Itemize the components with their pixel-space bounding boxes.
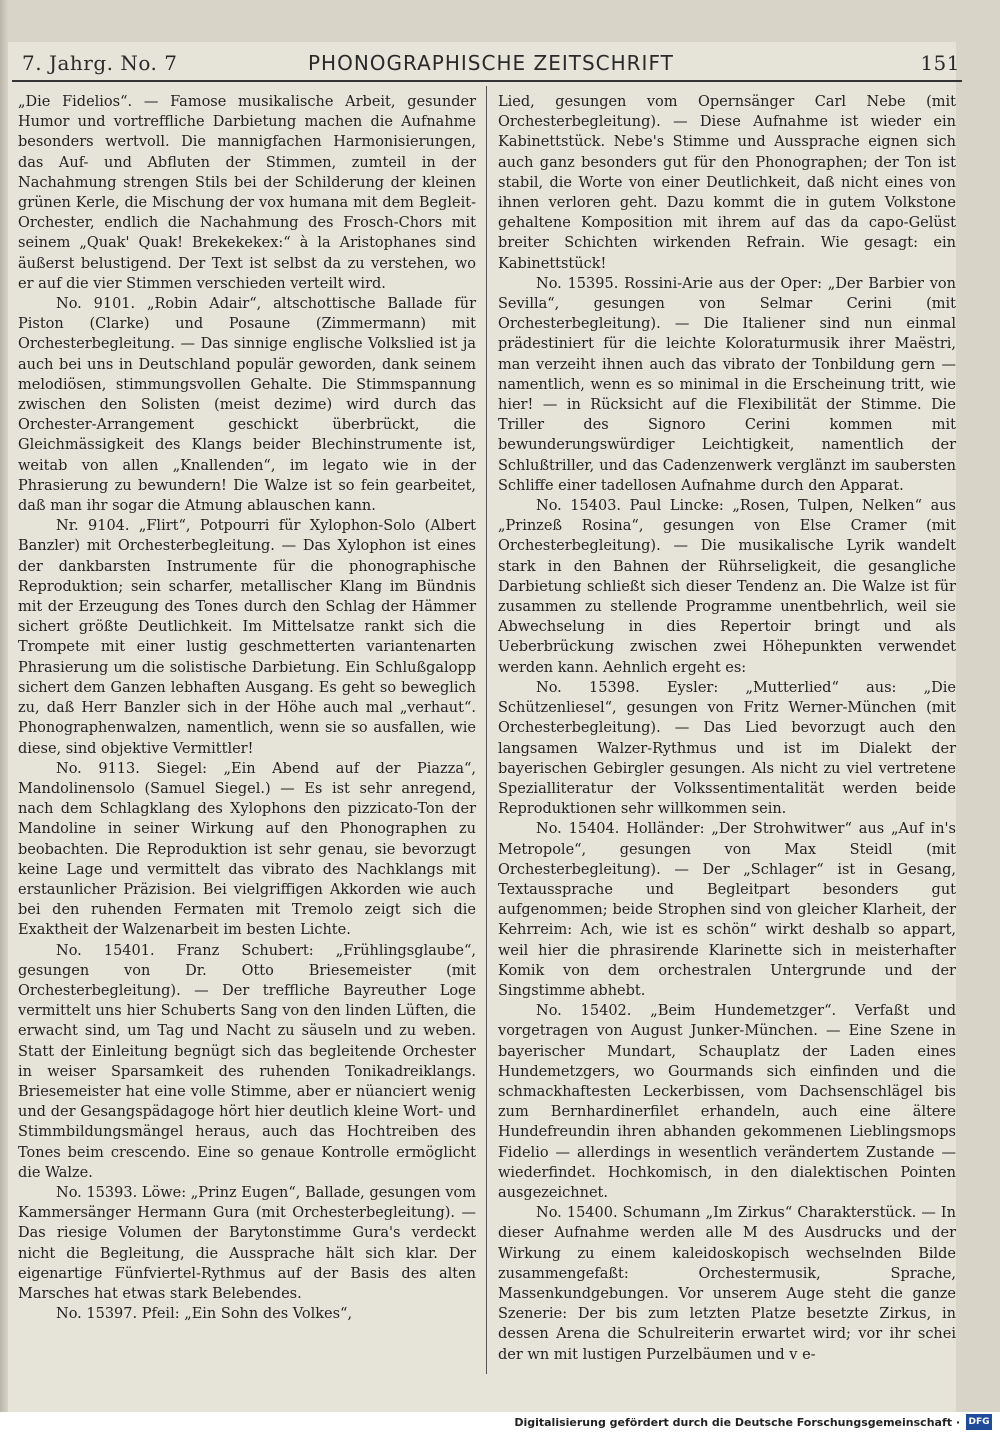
paragraph: Nr. 9104. „Flirt“, Potpourri für Xylophon-Solo (Albert Banzler) mit Orchesterbegleitung. — Das Xylophon ist eines der dankbarsten Instrumente für die phonographische Reproduktion; sein scharfer, metallischer Klang im Bündnis mit der Erzeugung des Tones durch den Schlag der Hämmer sichert größte Deutlichkeit. Im Mittelsatze rankt sich die Trompete mit einer lustig geschmetterten variantenarten Phrasierung um die solistische Darbietung. Ein Schlußgalopp sichert dem Ganzen lebhaften Ausgang. Es geht so beweglich zu, daß Herr Banzler sich in der Höhe auch mal „verhaut“. Phonographenwalzen, namentlich, wenn sie so ausfallen, wie diese, sind objektive Vermittler! [18, 518, 476, 757]
column-divider [486, 86, 487, 1374]
volume-issue: 7. Jahrg. No. 7 [22, 51, 178, 75]
paragraph: No. 15397. Pfeil: „Ein Sohn des Volkes“, [56, 1306, 353, 1323]
header-rule [12, 80, 962, 82]
paragraph: No. 9101. „Robin Adair“, altschottische Ballade für Piston (Clarke) und Posaune (Zimmermann) mit Orchesterbegleitung. — Das sinnige englische Volkslied ist ja auch bei uns in Deutschland populär geworden, dank seinem melodiösen, stimmungsvollen Gehalte. Die Stimmspannung zwischen den Solisten (meist dezime) wird durch das Orchester-Arrangement geschickt überbrückt, die Gleichmässigkeit des Klangs beider Blechinstrumente ist, weitab von allen „Knallenden“, im legato wie in der Phrasierung zu bewundern! Die Walze ist so fein gearbeitet, daß man ihr sogar die Atmung ablauschen kann. [18, 296, 476, 515]
paragraph: No. 15401. Franz Schubert: „Frühlingsglaube“, gesungen von Dr. Otto Briesemeister (mit Orchesterbegleitung). — Der treffliche Bayreuther Loge vermittelt uns hier Schuberts Sang von den linden Lüften, die erwacht sind, um Tag und Nacht zu säuseln und zu weben. Statt der Einleitung begnügt sich das begleitende Orchester in weiser Sparsamkeit des ruhenden Tonikadreiklangs. Briesemeister hat eine volle Stimme, aber er nüanciert wenig und der Gesangspädagoge hört hier deutlich kleine Wort- und Stimmbildungsmängel heraus, auch das Hochtreiben des Tones beim crescendo. Eine so genaue Kontrolle ermöglicht die Walze. [18, 942, 476, 1181]
funding-notice: Digitalisierung gefördert durch die Deutsche Forschungsgemeinschaft · [514, 1416, 960, 1429]
paragraph: No. 15400. Schumann „Im Zirkus“ Charakterstück. — In dieser Aufnahme werden alle M des Ausdrucks und der Wirkung zu einem kaleidoskopisch wechselnden Bilde zusammengefaßt: Orchestermusik, Sprache, Massenkundgebungen. Vor unserem Auge steht die ganze Szenerie: Der bis zum letzten Platze besetzte Zirkus, in dessen Arena die Schulreiterin erwartet wird; vor ihr schei der wn mit lustigen Purzelbäumen und v e- [498, 1205, 956, 1363]
paragraph: No. 15398. Eysler: „Mutterlied“ aus: „Die Schützenliesel“, gesungen von Fritz Werner-München (mit Orchesterbegleitung). — Das Lied bevorzugt auch den langsamen Walzer-Rythmus und ist im Dialekt der bayerischen Gebirgler gesungen. Als nicht zu viel vertretene Spezialliteratur der Volkssentimentalität werden beide Reproduktionen sehr willkommen sein. [498, 679, 956, 818]
page-number: 151 [920, 51, 960, 75]
paragraph: No. 15395. Rossini-Arie aus der Oper: „Der Barbier von Sevilla“, gesungen von Selmar Cerini (mit Orchesterbegleitung). — Die Italiener sind nun einmal prädestiniert für die leichte Koloraturmusik ihrer Maëstri, man verzeiht ihnen auch das vibrato der Tonbildung gern — namentlich, wenn es so minimal in die Erscheinung tritt, wie hier! — in Rücksicht auf die Flexibilität der Stimme. Die Triller des Signoro Cerini kommen mit bewunderungswürdiger Leichtigkeit, namentlich der Schlußtriller, und das Cadenzenwerk verglänzt im saubersten Schliffe einer tadellosen Aufnahme durch den Apparat. [498, 275, 956, 494]
paragraph: No. 15402. „Beim Hundemetzger“. Verfaßt und vorgetragen von August Junker-München. — Eine Szene in bayerischer Mundart, Schauplatz der Laden eines Hundemetzgers, wo Gourmands sich einfinden und die schmackhaftesten Leckerbissen, vom Dachsenschlägel bis zum Bernhardinerfilet erhandeln, auch eine ältere Hundefreundin ihren abhanden gekommenen Lieblingsmops Fidelio — allerdings in wesentlich verändertem Zustande — wiederfindet. Hochkomisch, in den dialektischen Pointen ausgezeichnet. [498, 1003, 956, 1201]
paragraph: „Die Fidelios“. — Famose musikalische Arbeit, gesunder Humor und vortreffliche Darbietung machen die Aufnahme besonders wertvoll. Die mannigfachen Harmonisierungen, das Auf- und Abfluten der Stimmen, zumteil in der Nachahmung strengen Stils bei der Schilderung der kleinen grünen Kerle, die Mischung der vox humana mit dem Begleit-Orchester, endlich die Nachahmung des Frosch-Chors mit seinem „Quak' Quak! Brekekekex:“ à la Aristophanes sind äußerst belustigend. Der Text ist selbst da zu verstehen, wo er auf die vier Stimmen verschieden verteilt wird. [18, 94, 476, 292]
page-header [8, 48, 960, 82]
paragraph: Lied, gesungen vom Opernsänger Carl Nebe (mit Orchesterbegleitung). — Diese Aufnahme ist wieder ein Kabinettstück. Nebe's Stimme und Aussprache eignen sich auch ganz besonders gut für den Phonographen; der Ton ist stabil, die Worte von einer Deutlichkeit, daß nicht eines von ihnen verloren geht. Dazu kommt die in gutem Volkstone gehaltene Komposition mit ihrem auf das da capo-Gelüst breiter Schichten wirkenden Refrain. Wie gesagt: ein Kabinettstück! [498, 94, 956, 272]
paragraph: No. 15404. Holländer: „Der Strohwitwer“ aus „Auf in's Metropole“, gesungen von Max Steidl (mit Orchesterbegleitung). — Der „Schlager“ ist in Gesang, Textaussprache und Begleitpart besonders gut aufgenommen; beide Strophen sind von gleicher Klarheit, der Kehrreim: Ach, wie ist es schön“ wirkt deshalb so appart, weil hier die phrasirende Klarinette sich in meisterhafter Komik von dem orchestralen Untergrunde und der Singstimme abhebt. [498, 821, 956, 999]
paragraph: No. 15403. Paul Lincke: „Rosen, Tulpen, Nelken“ aus „Prinzeß Rosina“, gesungen von Else Cramer (mit Orchesterbegleitung). — Die musikalische Lyrik wandelt stark in den Bahnen der Rührseligkeit, die gesangliche Darbietung schließt sich dieser Tendenz an. Die Walze ist für zusammen zu stellende Programme unentbehrlich, weil sie Abwechselung in dies Repertoir bringt und als Ueberbrückung zwischen zwei Höhepunkten verwendet werden kann. Aehnlich ergeht es: [498, 498, 956, 676]
scan-edge [0, 0, 8, 1436]
left-column [18, 92, 476, 1324]
journal-title: PHONOGRAPHISCHE ZEITSCHRIFT [308, 51, 674, 75]
paragraph: No. 9113. Siegel: „Ein Abend auf der Piazza“, Mandolinensolo (Samuel Siegel.) — Es ist sehr anregend, nach dem Schlagklang des Xylophons den pizzicato-Ton der Mandoline in seiner Wirkung auf den Phonographen zu beobachten. Die Reproduktion ist sehr genau, sie bevorzugt keine Lage und vermittelt das vibrato des Nachklangs mit erstaunlicher Präzision. Bei vielgriffigen Akkorden wie auch bei den ruhenden Fermaten mit Tremolo zeigt sich die Exaktheit der Walzenarbeit im besten Lichte. [18, 760, 476, 939]
right-column [498, 92, 956, 1365]
paragraph: No. 15393. Löwe: „Prinz Eugen“, Ballade, gesungen vom Kammersänger Hermann Gura (mit Orchesterbegleitung). — Das riesige Volumen der Barytonstimme Gura's verdeckt nicht die Begleitung, die Aussprache hält sich klar. Der eigenartige Fünfviertel-Rythmus auf der Basis des alten Marsches hat etwas stark Belebendes. [18, 1184, 476, 1302]
dfg-logo: DFG [966, 1414, 992, 1430]
